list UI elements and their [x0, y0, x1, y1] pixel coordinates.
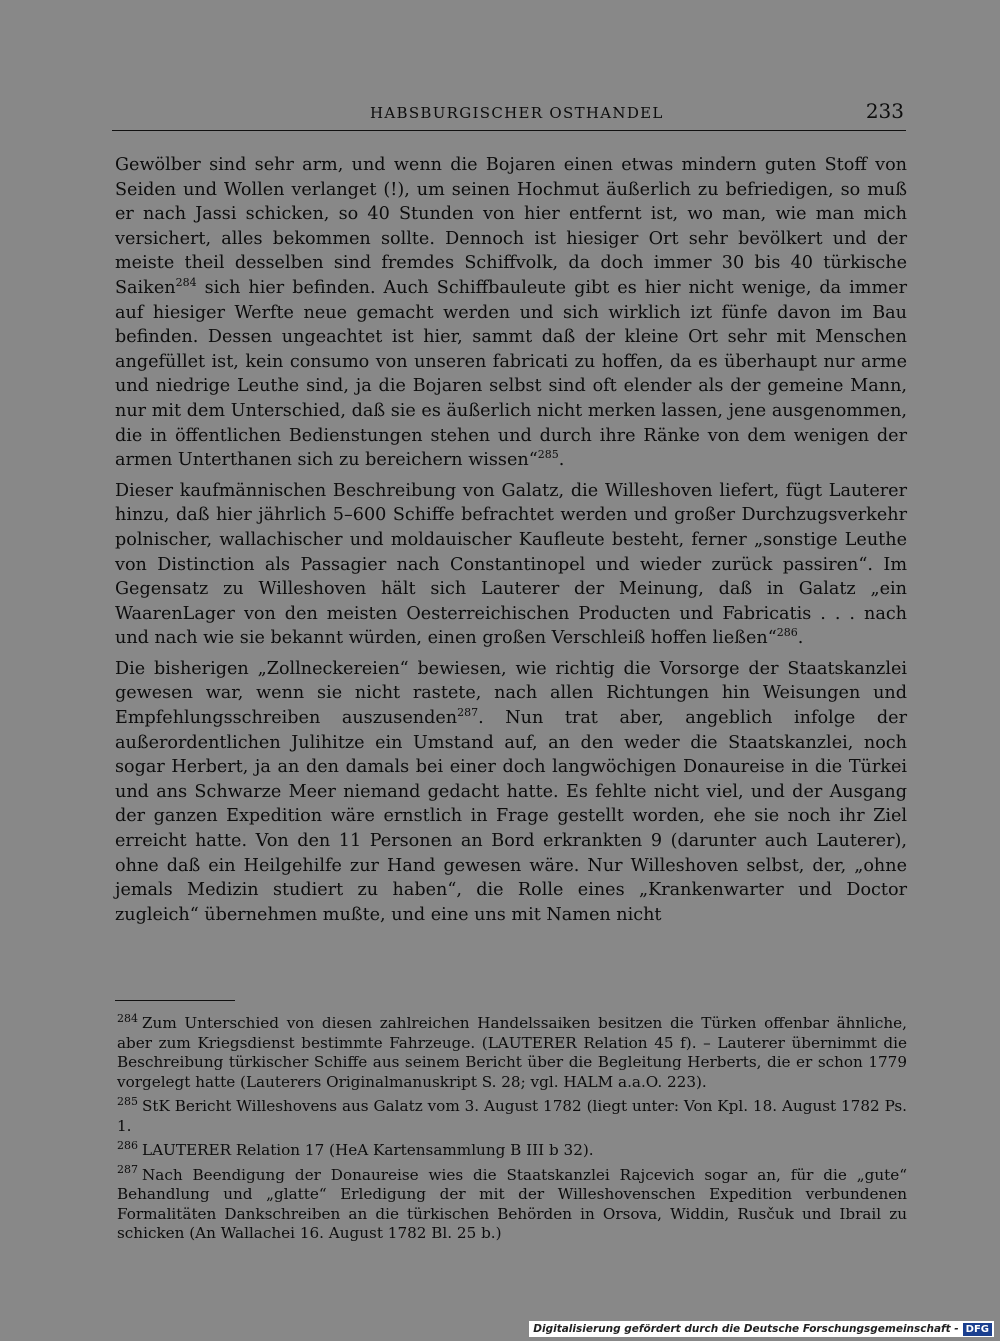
footnote-285 [117, 1094, 907, 1136]
footnote-number: 286 [117, 1138, 138, 1152]
footnote-287 [117, 1163, 907, 1244]
dfg-logo: DFG [963, 1323, 992, 1336]
footnote-divider [115, 1000, 235, 1001]
footnote-284 [117, 1011, 907, 1092]
paragraph-text: Die bisherigen „Zollneckereien“ bewiesen, wie richtig die Vorsorge der Staatskanzlei gewesen war, wenn sie nicht rastete, nach allen Richtungen hin Weisungen und Empfehlungsschreiben auszusenden [115, 658, 907, 729]
footnote-text: Zum Unterschied von diesen zahlreichen Handelssaiken besitzen die Türken offenbar ähnliche, aber zum Kriegsdienst bestimmte Fahrzeuge. (LAUTERER Relation 45 f). – Lauterer übernimmt die Beschreibung türkischer Schiffe aus seinem Bericht über die Begleitung Herberts, die er schon 1779 vorgelegt hatte (Lauterers Originalmanuskript S. 28; vgl. HALM a.a.O. 223). [117, 1014, 907, 1091]
footnote-text: LAUTERER Relation 17 (HeA Kartensammlung B III b 32). [142, 1141, 594, 1159]
footnote-reference: 284 [175, 276, 197, 290]
credit-text: Digitalisierung gefördert durch die Deutsche Forschungsgemeinschaft - [533, 1323, 959, 1335]
footnote-number: 287 [117, 1163, 138, 1177]
footnote-text: Nach Beendigung der Donaureise wies die Staatskanzlei Rajcevich sogar an, für die „gute“ Behandlung und „glatte“ Erledigung der mit der Willeshovenschen Expedition verbundenen Formalitäten Dankschreiben an die türkischen Behörden in Orsova, Widdin, Rusčuk und Ibrail zu schicken (An Wallachei 16. August 1782 Bl. 25 b.) [117, 1165, 907, 1242]
paragraph-2 [115, 479, 907, 651]
paragraph-text: . [797, 628, 804, 649]
digitization-credit [529, 1321, 994, 1337]
paragraph-text: . [558, 450, 565, 471]
paragraph-text: Dieser kaufmännischen Beschreibung von Galatz, die Willeshoven liefert, fügt Lauterer hinzu, daß hier jährlich 5–600 Schiffe befrachtet werden und großer Durchzugsverkehr polnischer, wallachischer und moldauischer Kaufleute besteht, ferner „sonstige Leuthe von Distinction als Passagier nach Constantinopel und wieder zurück passiren“. Im Gegensatz zu Willeshoven hält sich Lauterer der Meinung, daß in Galatz „ein WaarenLager von den meisten Oesterreichischen Producten und Fabricatis . . . nach und nach wie sie bekannt würden, einen großen Verschleiß hoffen ließen“ [115, 480, 907, 649]
main-text [115, 153, 907, 933]
paragraph-text: Gewölber sind sehr arm, und wenn die Bojaren einen etwas mindern guten Stoff von Seiden und Wollen verlanget (!), um seinen Hochmut äußerlich zu befriedigen, so muß er nach Jassi schicken, so 40 Stunden von hier entfernt ist, wo man, wie man mich versichert, alles bekommen sollte. Dennoch ist hiesiger Ort sehr bevölkert und der meiste theil desselben sind fremdes Schiffvolk, da doch immer 30 bis 40 türkische Saiken [115, 155, 907, 298]
footnote-number: 285 [117, 1094, 138, 1108]
footnote-number: 284 [117, 1011, 138, 1025]
paragraph-text: sich hier befinden. Auch Schiffbauleute gibt es hier nicht wenige, da immer auf hiesiger Werfte neue gemacht werden und sich wirklich izt fünfe davon im Bau befinden. Dessen ungeachtet ist hier, sammt daß der kleine Ort sehr mit Menschen angefüllet ist, kein consumo von unseren fabricati zu hoffen, da es überhaupt nur arme und niedrige Leuthe sind, ja die Bojaren selbst sind oft elender als der gemeine Mann, nur mit dem Unterschied, daß sie es äußerlich nicht merken lassen, jene ausgenommen, die in öffentlichen Bedienstungen stehen und durch ihre Ränke von dem wenigen der armen Unterthanen sich zu bereichern wissen“ [115, 277, 907, 471]
footnote-reference: 285 [537, 448, 559, 462]
paragraph-1 [115, 153, 907, 473]
running-title: HABSBURGISCHER OSTHANDEL [370, 104, 664, 122]
paragraph-3 [115, 657, 907, 928]
footnote-286 [117, 1138, 907, 1161]
running-header [112, 100, 906, 131]
paragraph-text: . Nun trat aber, angeblich infolge der außerordentlichen Julihitze ein Umstand auf, an den weder die Staatskanzlei, noch sogar Herbert, ja an den damals bei einer doch langwöchigen Donaureise in die Türkei und ans Schwarze Meer niemand gedacht hatte. Es fehlte nicht viel, und der Ausgang der ganzen Expedition wäre ernstlich in Frage gestellt worden, ehe sie noch ihr Ziel erreicht hatte. Von den 11 Personen an Bord erkrankten 9 (darunter auch Lauterer), ohne daß ein Heilgehilfe zur Hand gewesen wäre. Nur Willeshoven selbst, der, „ohne jemals Medizin studiert zu haben“, die Rolle eines „Krankenwarter und Doctor zugleich“ übernehmen mußte, und eine uns mit Namen nicht [115, 708, 907, 925]
footnote-text: StK Bericht Willeshovens aus Galatz vom 3. August 1782 (liegt unter: Von Kpl. 18. August 1782 Ps. 1. [117, 1097, 907, 1135]
page-number: 233 [865, 99, 904, 123]
footnote-reference: 287 [457, 706, 479, 720]
footnotes-section [117, 1011, 907, 1249]
footnote-reference: 286 [776, 626, 798, 640]
